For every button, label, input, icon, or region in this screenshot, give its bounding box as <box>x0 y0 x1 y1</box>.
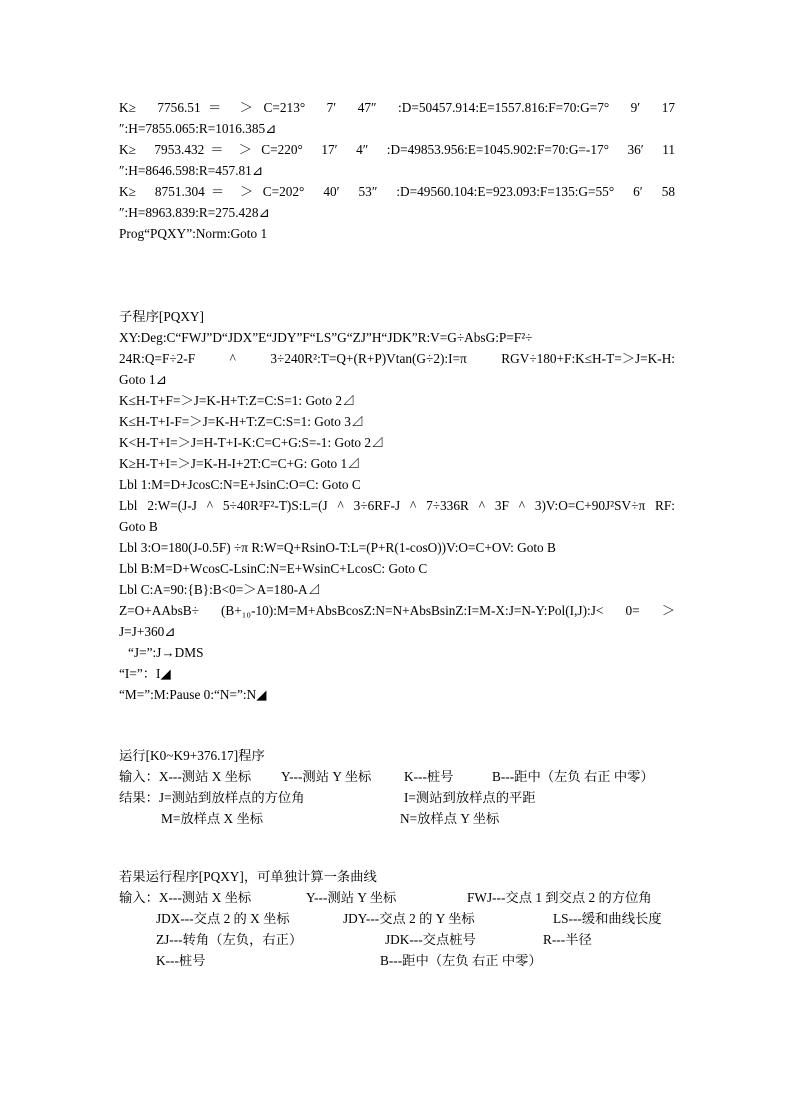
input-label-jdk: JDK---交点桩号 <box>385 932 476 947</box>
input-label-k: K---桩号 <box>156 953 206 968</box>
input-label-b: B---距中（左负 右正 中零） <box>492 769 654 784</box>
input-label-b: B---距中（左负 右正 中零） <box>380 953 542 968</box>
code-line: Z=O+AAbsB÷ (B+₁₀-10):M=M+AbsBcosZ:N=N+AbsBsinZ:I=M-X:J=N-Y:Pol(I,J):J< 0= ＞ <box>119 603 675 618</box>
input-label-zj: ZJ---转角（左负，右正） <box>156 932 303 947</box>
code-line: Goto 1⊿ <box>119 372 167 387</box>
input-label-x: 输入：X---测站 X 坐标 <box>119 890 252 905</box>
input-label-jdy: JDY---交点 2 的 Y 坐标 <box>343 911 475 926</box>
code-line: K≤H-T+I-F=＞J=K-H+T:Z=C:S=1: Goto 3⊿ <box>119 414 365 429</box>
result-label-i: I=测站到放样点的平距 <box>404 790 536 805</box>
result-label-m: M=放样点 X 坐标 <box>161 811 264 826</box>
result-label-n: N=放样点 Y 坐标 <box>400 811 500 826</box>
input-label-y: Y---测站 Y 坐标 <box>306 890 397 905</box>
code-line: “I=”：I◢ <box>119 666 171 681</box>
code-line: Lbl 3:O=180(J-0.5F) ÷π R:W=Q+RsinO-T:L=(P+R(1-cosO))V:O=C+OV: Goto B <box>119 540 556 555</box>
section-heading: 若果运行程序[PQXY]，可单独计算一条曲线 <box>119 869 377 884</box>
text-line: Prog“PQXY”:Norm:Goto 1 <box>119 226 268 241</box>
text-line: K≥ 8751.304＝ ＞ C=202° 40′ 53″ :D=49560.104:E=923.093:F=135:G=55° 6′ 58 <box>119 184 675 199</box>
code-line: Lbl 1:M=D+JcosC:N=E+JsinC:O=C: Goto C <box>119 477 361 492</box>
code-line: “J=”:J→DMS <box>128 645 204 660</box>
input-label-r: R---半径 <box>543 932 592 947</box>
input-label-k: K---桩号 <box>404 769 454 784</box>
result-label-j: 结果：J=测站到放样点的方位角 <box>119 790 305 805</box>
code-line: K≥H-T+I=＞J=K-H-I+2T:C=C+G: Goto 1⊿ <box>119 456 361 471</box>
input-label-fwj: FWJ---交点 1 到交点 2 的方位角 <box>467 890 652 905</box>
code-line: Goto B <box>119 519 158 534</box>
text-line: ″:H=8646.598:R=457.81⊿ <box>119 163 263 178</box>
input-label-y: Y---测站 Y 坐标 <box>281 769 372 784</box>
code-line: K<H-T+I=＞J=H-T+I-K:C=C+G:S=-1: Goto 2⊿ <box>119 435 385 450</box>
input-label-jdx: JDX---交点 2 的 X 坐标 <box>156 911 290 926</box>
code-line: “M=”:M:Pause 0:“N=”:N◢ <box>119 687 267 702</box>
code-line: Lbl 2:W=(J-J ^ 5÷40R²F²-T)S:L=(J ^ 3÷6RF-J ^ 7÷336R ^ 3F ^ 3)V:O=C+90J²SV÷π RF: <box>119 498 675 513</box>
text-line: ″:H=8963.839:R=275.428⊿ <box>119 205 270 220</box>
code-line: XY:Deg:C“FWJ”D“JDX”E“JDY”F“LS”G“ZJ”H“JDK”R:V=G÷AbsG:P=F²÷ <box>119 330 533 345</box>
text-line: ″:H=7855.065:R=1016.385⊿ <box>119 121 277 136</box>
section-heading: 运行[K0~K9+376.17]程序 <box>119 748 265 763</box>
input-label-ls: LS---缓和曲线长度 <box>553 911 662 926</box>
code-line: K≤H-T+F=＞J=K-H+T:Z=C:S=1: Goto 2⊿ <box>119 393 356 408</box>
code-line: Lbl B:M=D+WcosC-LsinC:N=E+WsinC+LcosC: Goto C <box>119 561 428 576</box>
text-line: K≥ 7953.432＝ ＞ C=220° 17′ 4″ :D=49853.956:E=1045.902:F=70:G=-17° 36′ 11 <box>119 142 675 157</box>
section-heading: 子程序[PQXY] <box>119 309 204 324</box>
text-line: K≥ 7756.51＝ ＞ C=213° 7′ 47″ :D=50457.914:E=1557.816:F=70:G=7° 9′ 17 <box>119 100 675 115</box>
input-label-x: 输入：X---测站 X 坐标 <box>119 769 252 784</box>
code-line: J=J+360⊿ <box>119 624 176 639</box>
code-line: Lbl C:A=90:{B}:B<0=＞A=180-A⊿ <box>119 582 321 597</box>
code-line: 24R:Q=F÷2-F ^ 3÷240R²:T=Q+(R+P)Vtan(G÷2):I=π RGV÷180+F:K≤H-T=＞J=K-H: <box>119 351 675 366</box>
